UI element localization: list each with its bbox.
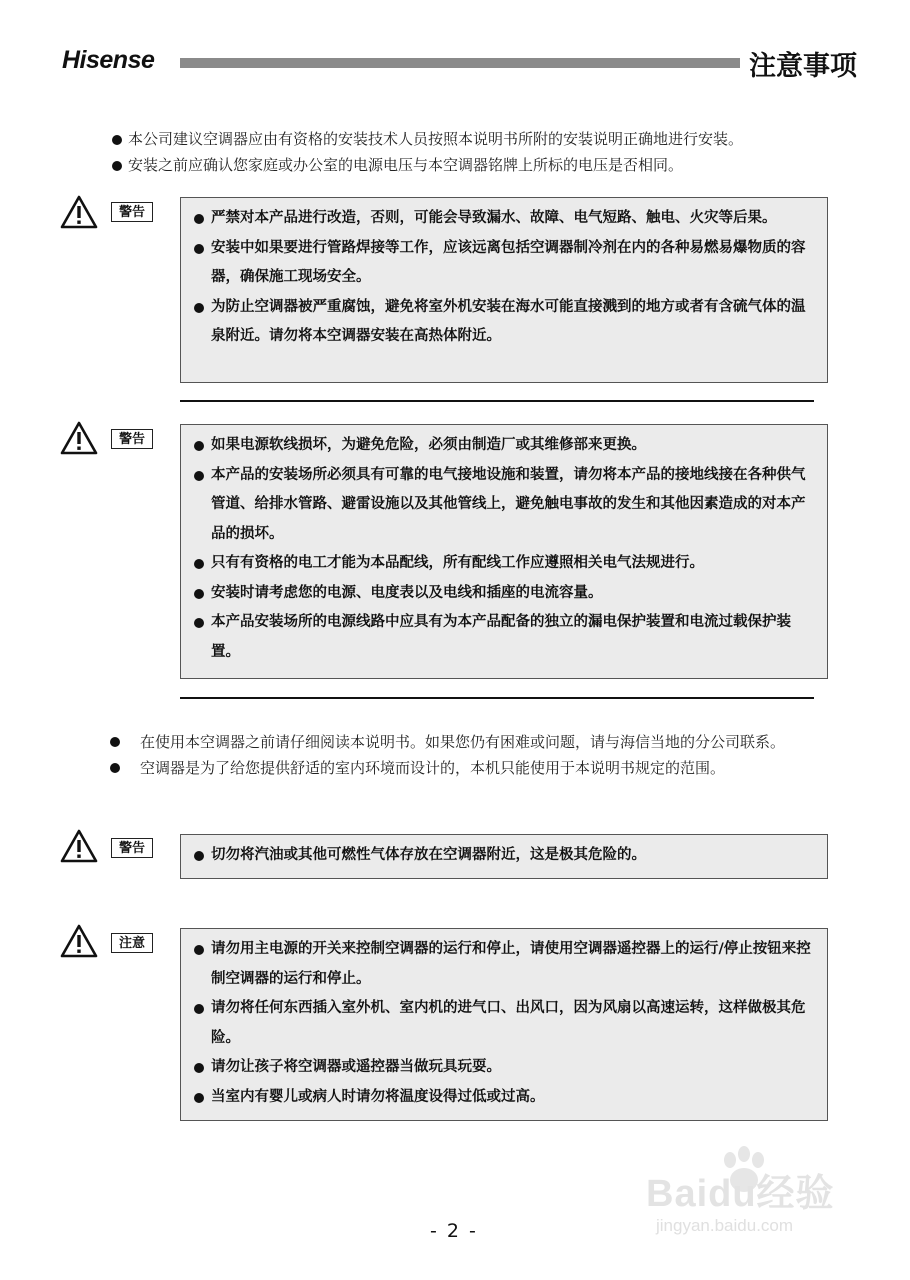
caution-box [180,928,828,1121]
note-item: 在使用本空调器之前请仔细阅读本说明书。如果您仍有困难或问题，请与海信当地的分公司联系。 [110,729,830,755]
bullet-icon [194,1004,204,1014]
bullet-icon [110,737,120,747]
list-item: 本产品的安装场所必须具有可靠的电气接地设施和装置，请勿将本产品的接地线接在各种供气管道、给排水管路、避雷设施以及其他管线上，避免触电事故的发生和其他因素造成的对本产品的损坏。 [191,461,817,550]
bullet-icon [194,471,204,481]
list-item: 安装中如果要进行管路焊接等工作，应该远离包括空调器制冷剂在内的各种易燃易爆物质的容器，确保施工现场安全。 [191,234,817,293]
watermark [642,1150,862,1250]
intro-list [112,126,852,178]
bullet-icon [112,161,122,171]
warning-triangle-icon [60,829,98,863]
bullet-icon [194,1093,204,1103]
caution-triangle-icon [60,924,98,958]
brand-logo: Hisense [62,46,155,74]
watermark-url: jingyan.baidu.com [656,1216,794,1235]
warning-box-1 [180,197,828,383]
page-number: - 2 - [430,1220,478,1242]
list-item: 严禁对本产品进行改造，否则，可能会导致漏水、故障、电气短路、触电、火灾等后果。 [191,204,817,234]
list-item: 只有有资格的电工才能为本品配线，所有配线工作应遵照相关电气法规进行。 [191,549,817,579]
bullet-icon [194,559,204,569]
caution-tag: 注意 [111,933,153,953]
list-item: 为防止空调器被严重腐蚀，避免将室外机安装在海水可能直接溅到的地方或者有含硫气体的温泉附近。请勿将本空调器安装在高热体附近。 [191,293,817,352]
warning-tag: 警告 [111,202,153,222]
bullet-icon [194,214,204,224]
page-title: 注意事项 [749,51,857,82]
warning-tag: 警告 [111,429,153,449]
bullet-icon [194,1063,204,1073]
warning-box-2 [180,424,828,679]
list-item: 如果电源软线损坏，为避免危险，必须由制造厂或其维修部来更换。 [191,431,817,461]
list-item: 本产品安装场所的电源线路中应具有为本产品配备的独立的漏电保护装置和电流过载保护装置。 [191,608,817,667]
warning-box-3 [180,834,828,879]
bullet-icon [194,441,204,451]
bullet-icon [194,244,204,254]
divider [180,400,814,402]
warning-triangle-icon [60,195,98,229]
bullet-icon [194,945,204,955]
intro-item: 安装之前应确认您家庭或办公室的电源电压与本空调器铭牌上所标的电压是否相同。 [112,152,852,178]
bullet-icon [194,303,204,313]
divider [180,697,814,699]
notes-list [110,729,830,781]
warning-triangle-icon [60,421,98,455]
list-item: 请勿让孩子将空调器或遥控器当做玩具玩耍。 [191,1053,817,1083]
bullet-icon [194,851,204,861]
bullet-icon [194,618,204,628]
list-item: 当室内有婴儿或病人时请勿将温度设得过低或过高。 [191,1083,817,1113]
list-item: 请勿用主电源的开关来控制空调器的运行和停止，请使用空调器遥控器上的运行/停止按钮来控制空调器的运行和停止。 [191,935,817,994]
intro-item: 本公司建议空调器应由有资格的安装技术人员按照本说明书所附的安装说明正确地进行安装。 [112,126,852,152]
bullet-icon [194,589,204,599]
list-item: 切勿将汽油或其他可燃性气体存放在空调器附近，这是极其危险的。 [191,841,817,871]
bullet-icon [112,135,122,145]
header-bar [180,58,740,68]
warning-tag: 警告 [111,838,153,858]
list-item: 安装时请考虑您的电源、电度表以及电线和插座的电流容量。 [191,579,817,609]
watermark-text: Baidu经验 [646,1173,835,1215]
bullet-icon [110,763,120,773]
list-item: 请勿将任何东西插入室外机、室内机的进气口、出风口，因为风扇以高速运转，这样做极其危险。 [191,994,817,1053]
note-item: 空调器是为了给您提供舒适的室内环境而设计的，本机只能使用于本说明书规定的范围。 [110,755,830,781]
